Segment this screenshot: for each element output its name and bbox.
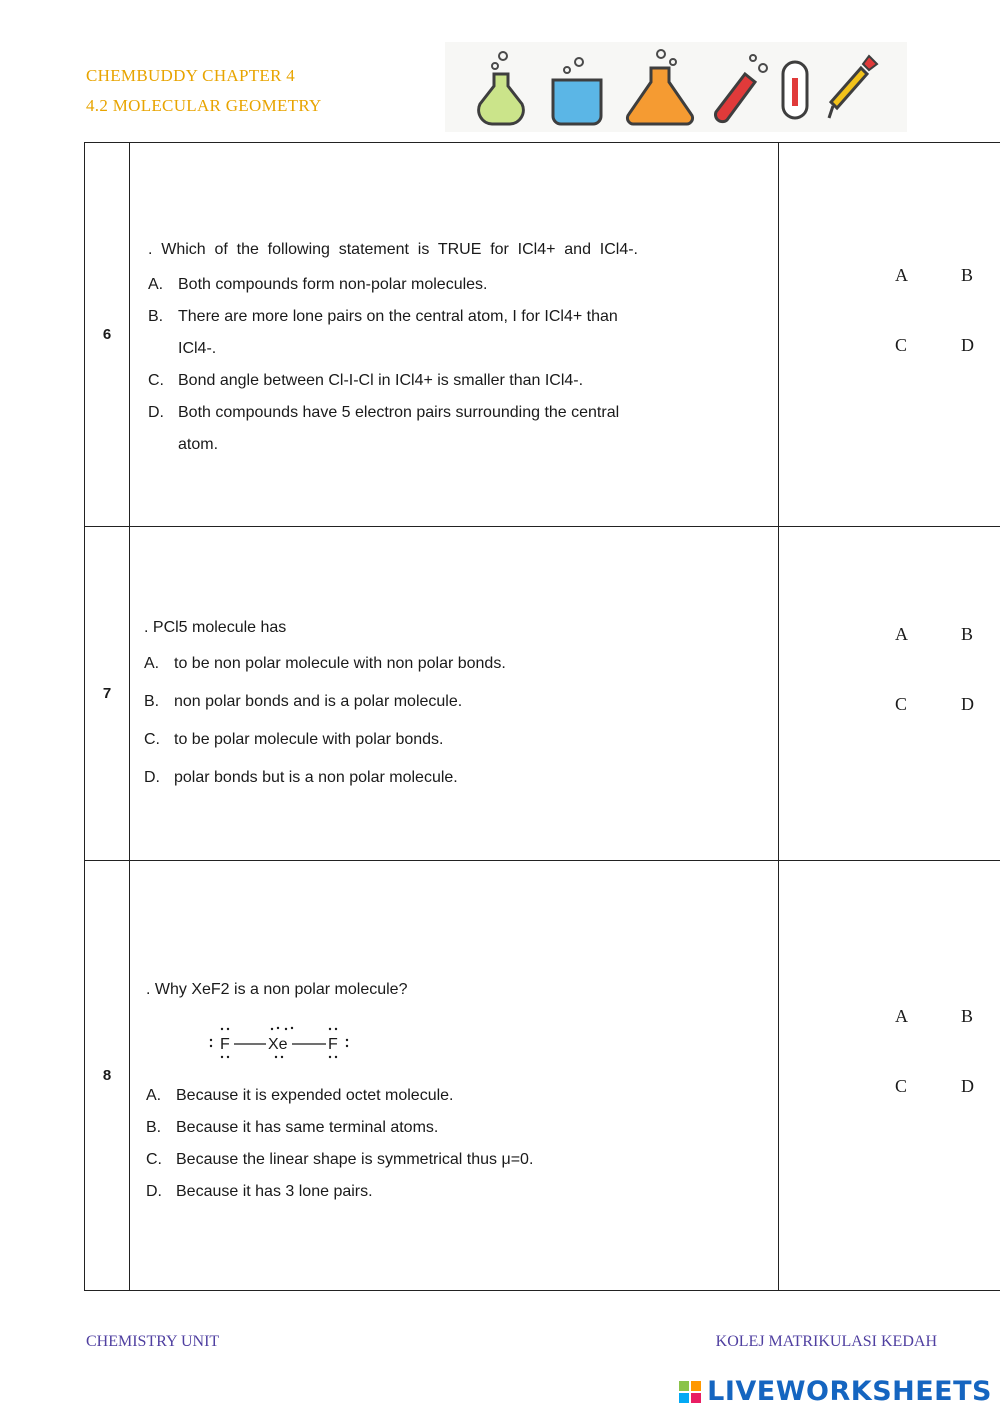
chapter-title: CHEMBUDDY CHAPTER 4 — [86, 66, 296, 85]
answer-choice-a[interactable]: A — [895, 1005, 908, 1026]
option-letter: C. — [144, 730, 160, 748]
option-letter: A. — [144, 654, 160, 672]
option-letter: A. — [146, 1087, 162, 1104]
question-stem: . Which of the following statement is TRUE for ICl4+ and ICl4-. — [148, 240, 638, 258]
answer-choice-d[interactable]: D — [961, 1075, 974, 1096]
option-text: Because it has same terminal atoms. — [176, 1119, 439, 1136]
option-c — [146, 1144, 588, 1176]
option-letter: B. — [148, 307, 164, 325]
option-a — [148, 269, 638, 301]
question-stem: . PCl5 molecule has — [144, 618, 287, 636]
option-b — [146, 1112, 588, 1144]
question-text — [130, 143, 779, 527]
option-letter: D. — [144, 768, 160, 786]
beaker-icon — [545, 48, 609, 128]
xef2-lewis-structure — [206, 1023, 376, 1063]
answer-choice-b[interactable]: B — [961, 264, 974, 285]
option-text: Bond angle between Cl-I-Cl in ICl4+ is smaller than ICl4-. — [178, 371, 584, 389]
answer-cell — [779, 143, 1000, 527]
option-a — [146, 1080, 588, 1112]
option-text: Both compounds have 5 electron pairs surrounding the central atom. — [178, 403, 620, 453]
option-b — [148, 301, 638, 365]
question-text — [130, 861, 779, 1291]
answer-choices — [779, 1006, 1000, 1146]
liveworksheets-logo-icon — [679, 1381, 701, 1403]
test-tube-icon — [705, 48, 775, 128]
option-d — [146, 1176, 588, 1208]
question-number: 6 — [85, 143, 130, 527]
option-a — [144, 653, 618, 674]
option-d — [148, 397, 638, 461]
brand-name: LIVEWORKSHEETS — [707, 1376, 992, 1407]
option-letter: C. — [148, 371, 164, 389]
option-letter: B. — [146, 1119, 162, 1136]
option-text: to be non polar molecule with non polar bonds. — [174, 654, 506, 672]
thermometer-icon — [775, 48, 815, 128]
option-letter: D. — [148, 403, 164, 421]
answer-cell — [779, 861, 1000, 1291]
answer-choice-a[interactable]: A — [895, 623, 908, 644]
option-text: to be polar molecule with polar bonds. — [174, 730, 444, 748]
lewis-atom-right: F — [328, 1036, 338, 1053]
question-row-7 — [85, 527, 1000, 861]
option-text: non polar bonds and is a polar molecule. — [174, 692, 463, 710]
question-text — [130, 527, 779, 861]
option-text: Because it is expended octet molecule. — [176, 1087, 454, 1104]
option-c — [148, 365, 638, 397]
option-letter: A. — [148, 275, 164, 293]
dropper-icon — [825, 48, 881, 128]
option-letter: C. — [146, 1151, 162, 1168]
liveworksheets-brand[interactable] — [679, 1376, 992, 1407]
answer-choice-c[interactable]: C — [895, 1075, 908, 1096]
footer-unit: CHEMISTRY UNIT — [86, 1333, 220, 1350]
lewis-atom-left: F — [220, 1036, 230, 1053]
option-text: Both compounds form non-polar molecules. — [178, 275, 488, 293]
option-letter: B. — [144, 692, 160, 710]
option-text: Because it has 3 lone pairs. — [176, 1183, 373, 1200]
option-letter: D. — [146, 1183, 162, 1200]
footer-college: KOLEJ MATRIKULASI KEDAH — [715, 1333, 937, 1350]
lewis-atom-center: Xe — [268, 1036, 288, 1053]
question-number: 8 — [85, 861, 130, 1291]
answer-choice-d[interactable]: D — [961, 693, 974, 714]
option-text: Because the linear shape is symmetrical thus μ=0. — [176, 1151, 534, 1168]
question-row-6 — [85, 143, 1000, 527]
answer-choice-d[interactable]: D — [961, 334, 974, 355]
question-number: 7 — [85, 527, 130, 861]
answer-cell — [779, 527, 1000, 861]
option-d — [144, 767, 618, 788]
option-text: polar bonds but is a non polar molecule. — [174, 768, 458, 786]
answer-choices — [779, 624, 1000, 764]
questions-table — [84, 142, 1000, 1291]
lab-icons-banner — [445, 42, 907, 132]
flask-icon — [471, 48, 531, 128]
option-b — [144, 691, 618, 712]
answer-choice-a[interactable]: A — [895, 264, 908, 285]
question-row-8 — [85, 861, 1000, 1291]
answer-choice-c[interactable]: C — [895, 693, 908, 714]
erlenmeyer-flask-icon — [621, 48, 699, 128]
section-title: 4.2 MOLECULAR GEOMETRY — [86, 96, 322, 115]
answer-choice-b[interactable]: B — [961, 623, 974, 644]
answer-choice-c[interactable]: C — [895, 334, 908, 355]
answer-choice-b[interactable]: B — [961, 1005, 974, 1026]
answer-choices — [779, 265, 1000, 405]
option-text: There are more lone pairs on the central atom, I for ICl4+ than ICl4-. — [178, 307, 618, 357]
option-c — [144, 729, 618, 750]
question-stem: . Why XeF2 is a non polar molecule? — [146, 981, 408, 998]
